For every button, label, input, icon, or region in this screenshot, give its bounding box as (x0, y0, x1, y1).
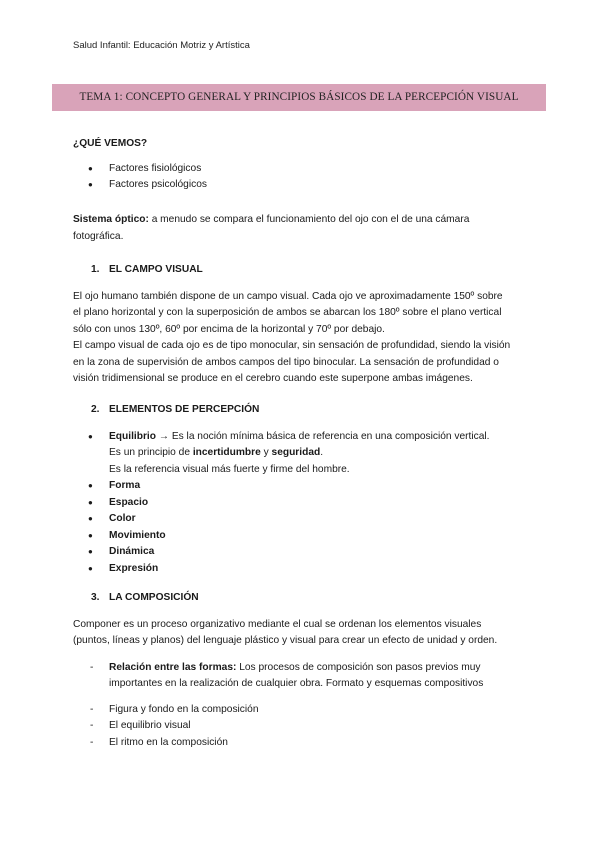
equilibrio-definition: → Es la noción mínima básica de referencia en una composición vertical. (155, 430, 490, 442)
relacion-label: Relación entre las formas: (109, 661, 237, 673)
section-1-number: 1. (91, 264, 100, 275)
paragraph-line: el plano horizontal y con la superposición de ambos se abarcan los 180º sobre el plano vertical (73, 307, 502, 318)
section-2-title: ELEMENTOS DE PERCEPCIÓN (109, 404, 260, 415)
relacion-line2: importantes en la realización de cualquier obra. Formato y esquemas compositivos (109, 678, 484, 689)
list-item-equilibrio (73, 429, 533, 446)
section-1-heading (73, 262, 533, 279)
que-vemos-list (73, 161, 533, 194)
section-3-intro (73, 617, 533, 650)
list-item: ● Espacio (73, 495, 533, 512)
list-item: ● Factores fisiológicos (73, 161, 533, 178)
section-3-title: LA COMPOSICIÓN (109, 592, 199, 603)
running-header: Salud Infantil: Educación Motriz y Artística (73, 40, 250, 51)
paragraph-line: sólo con unos 130º, 60º por encima de la horizontal y 70º por debajo. (73, 323, 385, 335)
section-3 (73, 590, 533, 751)
list-item-relacion (73, 660, 533, 677)
section-2-number: 2. (91, 404, 100, 415)
que-vemos-heading: ¿QUÉ VEMOS? (73, 138, 148, 149)
list-item: - Figura y fondo en la composición (73, 702, 533, 719)
relacion-list (73, 660, 533, 677)
list-item: ● Color (73, 511, 533, 528)
paragraph-line: visión tridimensional se produce en el cerebro cuando este superpone ambas imágenes. (73, 373, 473, 384)
list-item: ● Movimiento (73, 528, 533, 545)
que-vemos-section (73, 136, 533, 194)
section-2-heading (73, 402, 533, 419)
sistema-optico-line1 (73, 212, 533, 229)
text: y (260, 447, 272, 458)
incertidumbre-term: incertidumbre (192, 447, 261, 458)
sistema-optico-line2: fotográfica. (73, 230, 124, 242)
sistema-optico-paragraph (73, 212, 533, 245)
section-2 (73, 402, 533, 577)
banner-title: TEMA 1: CONCEPTO GENERAL Y PRINCIPIOS BÁSICOS DE LA PERCEPCIÓN VISUAL (79, 91, 519, 104)
equilibrio-label: Equilibrio (109, 430, 156, 442)
sistema-optico-label: Sistema óptico: (73, 214, 149, 225)
paragraph-line: Componer es un proceso organizativo mediante el cual se ordenan los elementos visuales (73, 618, 482, 630)
section-3-number: 3. (91, 592, 100, 603)
title-banner (52, 84, 546, 111)
list-item: ● Forma (73, 478, 533, 495)
elementos-list (73, 429, 533, 578)
text: . (320, 447, 324, 458)
section-1-body (73, 289, 533, 388)
paragraph-line: El ojo humano también dispone de un campo visual. Cada ojo ve aproximadamente 150º sobre (73, 290, 503, 302)
paragraph-line: (puntos, líneas y planos) del lenguaje plástico y visual para crear un efecto de unidad y orden. (73, 635, 498, 646)
section-1 (73, 262, 533, 388)
section-1-title: EL CAMPO VISUAL (109, 264, 203, 275)
seguridad-term: seguridad (271, 447, 321, 458)
section-3-heading (73, 590, 533, 607)
equilibrio-line2 (73, 445, 533, 462)
paragraph-line: El campo visual de cada ojo es de tipo monocular, sin sensación de profundidad, siendo la visión (73, 340, 511, 351)
list-item: ● Expresión (73, 561, 533, 578)
list-item: ● Dinámica (73, 544, 533, 561)
list-item: - El ritmo en la composición (73, 735, 533, 752)
relacion-text: Los procesos de composición son pasos previos muy (236, 661, 481, 673)
text: Es un principio de (109, 447, 193, 458)
composicion-list (73, 702, 533, 752)
equilibrio-line3: Es la referencia visual más fuerte y firme del hombre. (109, 463, 350, 475)
list-item: - El equilibrio visual (73, 718, 533, 735)
sistema-optico-text: a menudo se compara el funcionamiento del ojo con el de una cámara (148, 214, 470, 225)
paragraph-line: en la zona de supervisión de ambos campos del tipo binocular. La sensación de profundidad o (73, 356, 499, 368)
list-item: ● Factores psicológicos (73, 177, 533, 194)
